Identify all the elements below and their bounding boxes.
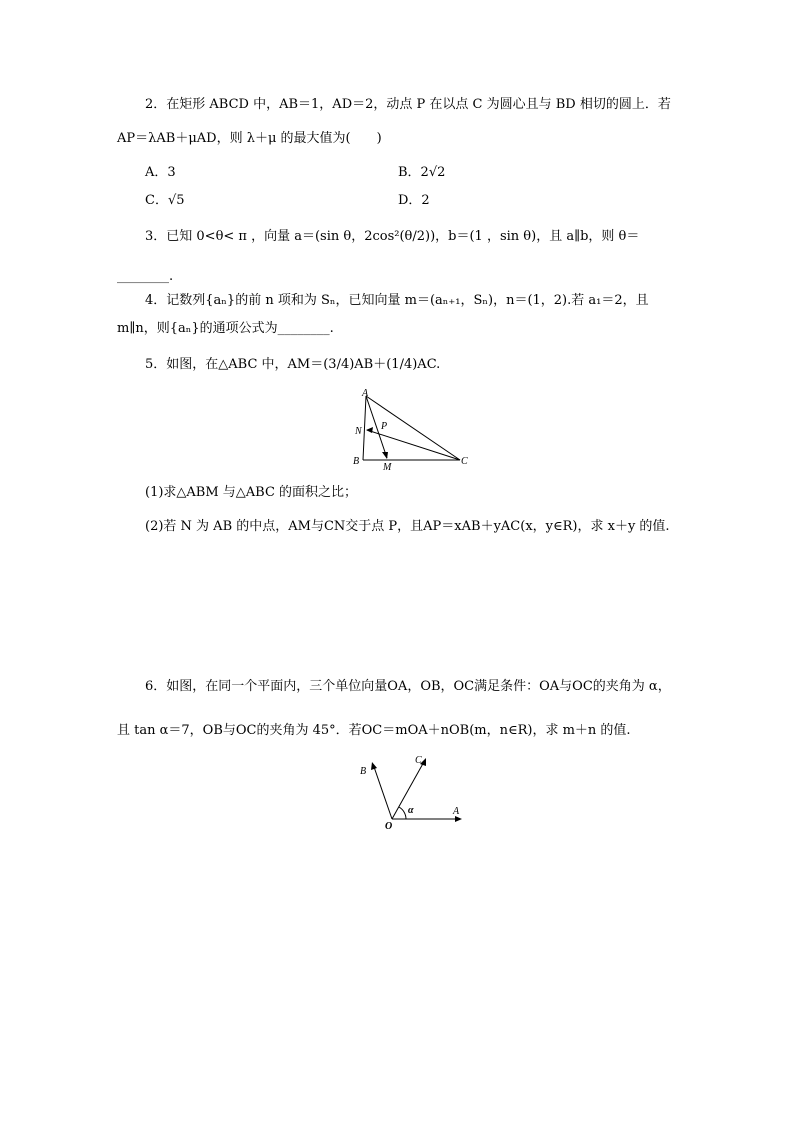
label-b: B (353, 456, 360, 467)
q6-line1: 6．如图，在同一个平面内，三个单位向量OA，OB，OC满足条件：OA与OC的夹角为 α， (145, 679, 671, 694)
q6-vector-figure (350, 752, 475, 832)
q4-line1: 4．记数列{aₙ}的前 n 项和为 Sₙ，已知向量 m＝(aₙ₊₁，Sₙ)，n＝(1，2).若 a₁＝2，且 (145, 293, 649, 308)
label-b: B (360, 766, 367, 777)
arrowhead-ob (371, 762, 377, 770)
q5-sub2: (2)若 N 为 AB 的中点，AM与CN交于点 P，且AP＝xAB＋yAC(x，y∈R)，求 x＋y 的值. (145, 519, 670, 534)
q2-option-a: A．3 (145, 165, 176, 180)
label-p: P (381, 421, 388, 432)
arrowhead-cn (366, 427, 373, 433)
label-m: M (383, 462, 392, 473)
q3-line1: 3．已知 0<θ< π ，向量 a＝(sin θ，2cos²(θ/2))，b＝(1 ，sin θ)，且 a∥b，则 θ＝ (145, 229, 640, 244)
q2-line1: 2．在矩形 ABCD 中，AB＝1，AD＝2，动点 P 在以点 C 为圆心且与 BD 相切的圆上．若 (145, 97, 671, 112)
q5-line1: 5．如图，在△ABC 中，AM＝(3/4)AB＋(1/4)AC. (145, 357, 441, 372)
q6-line2: 且 tan α＝7，OB与OC的夹角为 45°．若OC＝mOA＋nOB(m，n∈R)，求 m＋n 的值. (117, 723, 631, 738)
label-o: O (385, 821, 393, 832)
q4-line2: m∥n，则{aₙ}的通项公式为________. (117, 321, 334, 336)
q5-sub1: (1)求△ABM 与△ABC 的面积之比； (145, 485, 358, 500)
label-a: A (453, 806, 460, 817)
q3-line2: ________. (117, 269, 174, 284)
segment-ab (363, 396, 366, 460)
q5-triangle-figure (350, 388, 475, 473)
q2-option-b: B．2√2 (398, 165, 446, 180)
q2-line2: AP＝λAB＋μAD，则 λ＋μ 的最大值为( ) (117, 131, 382, 146)
angle-alpha-arc (399, 807, 406, 819)
label-alpha: α (408, 805, 414, 816)
arrowhead-am (382, 452, 388, 459)
label-c: C (461, 456, 468, 467)
vector-ob (373, 764, 392, 819)
label-a: A (362, 388, 369, 399)
vector-cn (367, 430, 460, 460)
q2-option-d: D．2 (398, 193, 430, 208)
q2-option-c: C．√5 (145, 193, 185, 208)
label-c: C (415, 755, 422, 766)
label-n: N (355, 426, 362, 437)
